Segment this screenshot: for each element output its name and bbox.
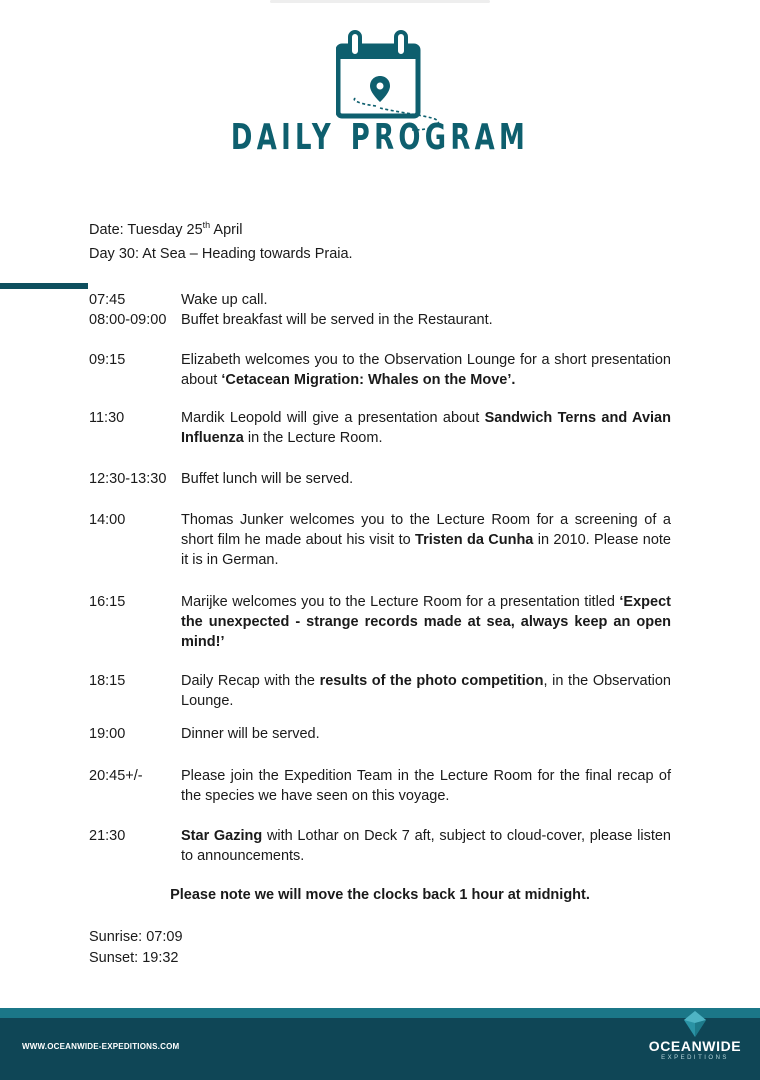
- brand-name: OCEANWIDE: [648, 1038, 742, 1054]
- event-time: 20:45+/-: [89, 768, 143, 784]
- event-time: 16:15: [89, 594, 126, 610]
- diamond-logo-icon: [682, 1010, 708, 1038]
- emphasis-text: ‘Cetacean Migration: Whales on the Move’.: [221, 372, 516, 388]
- schedule-item: [89, 671, 671, 711]
- body-text: Buffet breakfast will be served in the Restaurant.: [181, 312, 493, 328]
- body-text: Thomas Junker welcomes you to the Lecture Room for a screening of a short film he made about his visit to: [181, 512, 671, 548]
- schedule-item: [89, 310, 671, 330]
- sunset-time: Sunset: 19:32: [89, 950, 179, 966]
- body-text: Mardik Leopold will give a presentation about: [181, 410, 485, 426]
- event-description: [181, 350, 671, 390]
- body-text: Buffet lunch will be served.: [181, 471, 354, 487]
- emphasis-text: Star Gazing: [181, 828, 263, 844]
- date-line: Date: Tuesday 25th April: [89, 220, 243, 238]
- emphasis-text: Tristen da Cunha: [415, 532, 534, 548]
- website-link[interactable]: WWW.OCEANWIDE-EXPEDITIONS.COM: [22, 1042, 180, 1051]
- body-text: Dinner will be served.: [181, 726, 320, 742]
- day-line: Day 30: At Sea – Heading towards Praia.: [89, 246, 353, 262]
- body-text: Please join the Expedition Team in the Lecture Room for the final recap of the species we have seen on this voyage.: [181, 768, 671, 804]
- event-time: 11:30: [89, 410, 125, 426]
- event-time: 14:00: [89, 512, 126, 528]
- schedule-item: [89, 350, 671, 390]
- event-description: [181, 766, 671, 806]
- emphasis-text: results of the photo competition: [319, 673, 544, 689]
- emphasis-text: Sandwich Terns and Avian Influenza: [181, 410, 671, 446]
- schedule-item: [89, 408, 671, 448]
- schedule-item: [89, 469, 671, 489]
- event-description: [181, 310, 671, 330]
- body-text: , in the Observation Lounge.: [181, 673, 671, 709]
- body-text: in the Lecture Room.: [243, 430, 383, 446]
- event-description: [181, 290, 671, 310]
- event-time: 19:00: [89, 726, 126, 742]
- event-description: [181, 592, 671, 652]
- event-time: 08:00-09:00: [89, 312, 167, 328]
- emphasis-text: ‘Expect the unexpected - strange records made at sea, always keep an open mind!’: [181, 594, 671, 650]
- footer-accent-band: [0, 1008, 760, 1018]
- event-description: [181, 724, 671, 744]
- brand-subtitle: EXPEDITIONS: [661, 1055, 729, 1061]
- event-description: [181, 408, 671, 448]
- schedule-item: [89, 510, 671, 570]
- top-edge-shadow: [270, 0, 490, 3]
- event-time: 09:15: [89, 352, 126, 368]
- event-time: 07:45: [89, 292, 126, 308]
- body-text: Elizabeth welcomes you to the Observation Lounge for a short presentation about: [181, 352, 671, 388]
- event-description: [181, 510, 671, 570]
- event-description: [181, 469, 671, 489]
- body-text: Wake up call.: [181, 292, 268, 308]
- body-text: in 2010. Please note it is in German.: [181, 532, 671, 568]
- event-time: 18:15: [89, 673, 126, 689]
- schedule-item: [89, 290, 671, 310]
- event-time: 12:30-13:30: [89, 471, 167, 487]
- event-description: [181, 826, 671, 866]
- schedule-item: [89, 826, 671, 866]
- sunrise-time: Sunrise: 07:09: [89, 929, 183, 945]
- section-divider-bar: [0, 283, 88, 289]
- schedule-item: [89, 766, 671, 806]
- schedule-item: [89, 592, 671, 652]
- body-text: Marijke welcomes you to the Lecture Room for a presentation titled: [181, 594, 620, 610]
- event-time: 21:30: [89, 828, 126, 844]
- body-text: with Lothar on Deck 7 aft, subject to cloud-cover, please listen to announcements.: [181, 828, 671, 864]
- schedule-item: [89, 724, 671, 744]
- clock-change-notice: Please note we will move the clocks back 1 hour at midnight.: [170, 887, 590, 903]
- page-title: DAILY PROGRAM: [230, 117, 530, 158]
- event-description: [181, 671, 671, 711]
- body-text: Daily Recap with the: [181, 673, 320, 689]
